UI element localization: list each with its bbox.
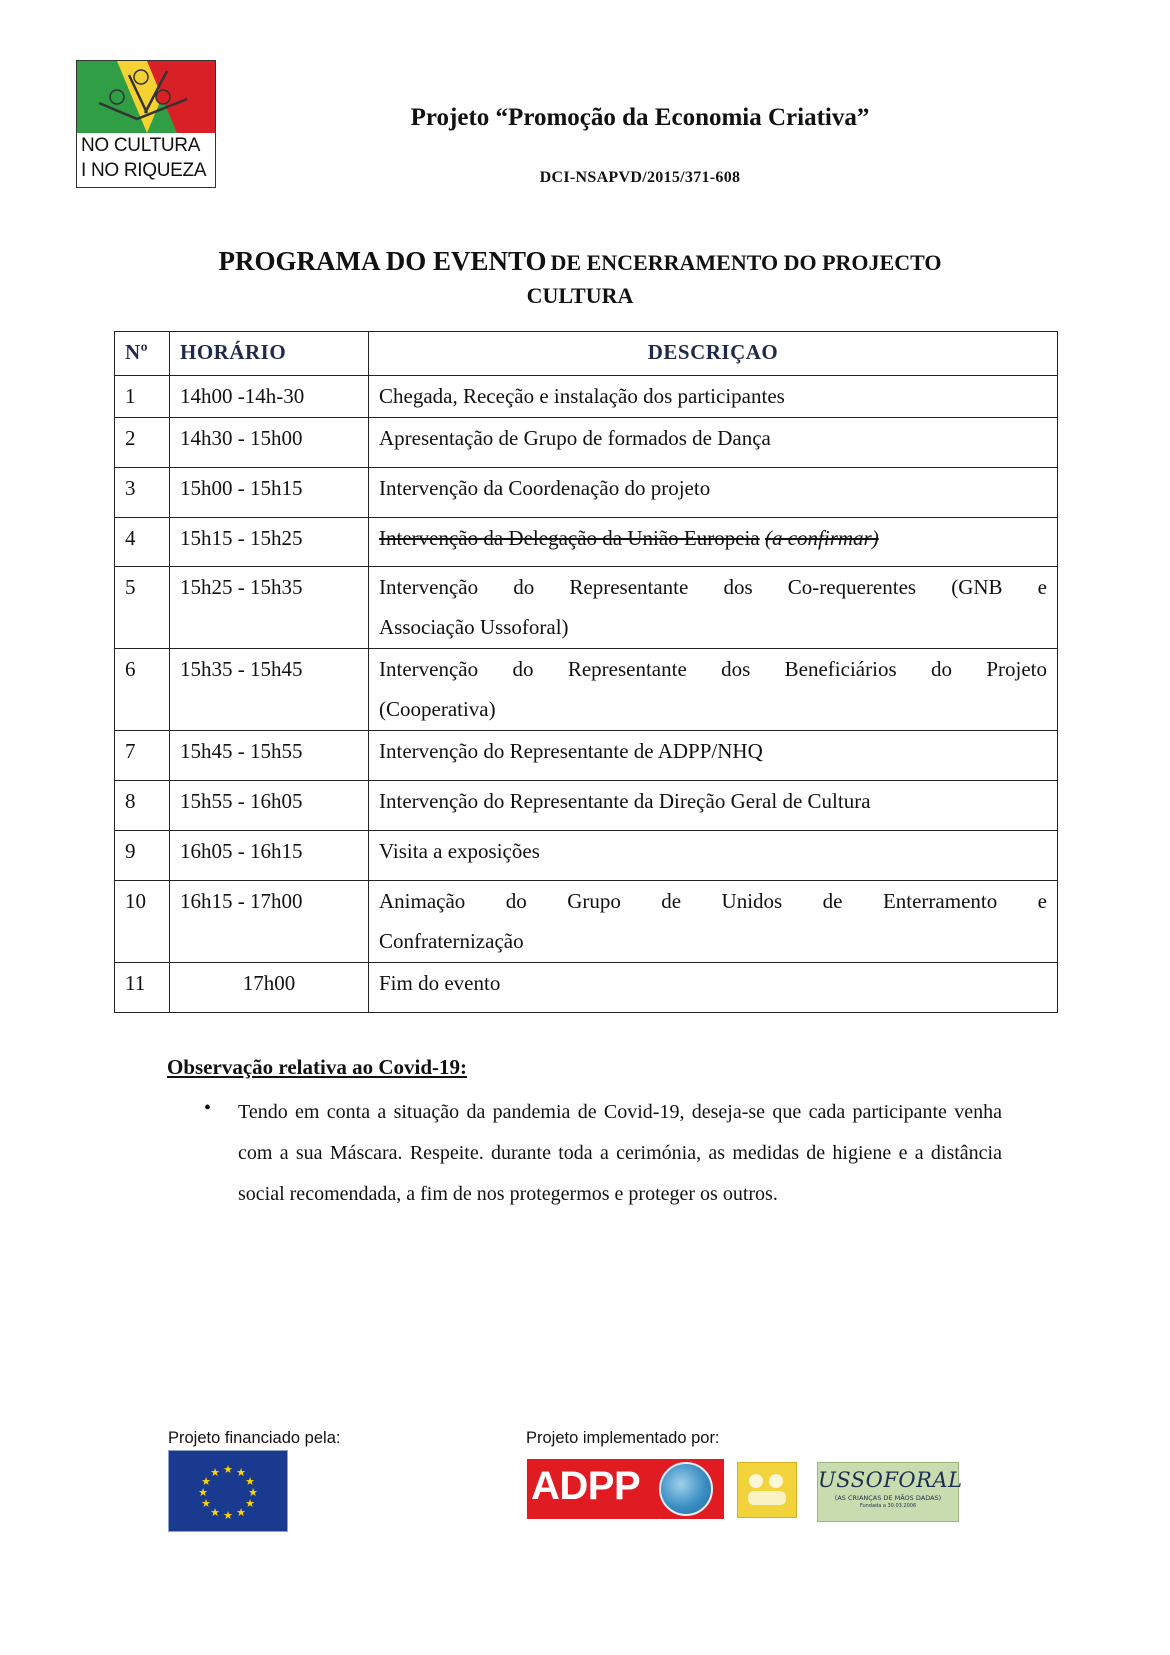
project-reference: DCI-NSAPVD/2015/371-608 bbox=[539, 169, 741, 186]
row-time: 15h55 - 16h05 bbox=[170, 781, 369, 831]
row-number: 1 bbox=[115, 376, 170, 418]
row-description: Intervenção da Coordenação do projeto bbox=[369, 468, 1058, 518]
row-description bbox=[369, 881, 1058, 963]
svg-text:★: ★ bbox=[245, 1497, 255, 1510]
row-time: 14h00 -14h-30 bbox=[170, 376, 369, 418]
row-description-struck: Intervenção da Delegação da União Europeia bbox=[379, 526, 760, 550]
project-title: Projeto “Promoção da Economia Criativa” bbox=[410, 104, 870, 131]
logo-text-line2: I NO RIQUEZA bbox=[81, 160, 207, 181]
row-number: 6 bbox=[115, 649, 170, 731]
table-row bbox=[115, 567, 1058, 649]
header-description: DESCRIÇAO bbox=[369, 332, 1058, 376]
row-description-line2: Associação Ussoforal) bbox=[379, 615, 569, 639]
table-row bbox=[115, 468, 1058, 518]
eu-stars-icon bbox=[169, 1451, 287, 1531]
row-description-line1: Intervenção do Representante dos Co-requerentes (GNB e bbox=[379, 575, 1047, 599]
financed-by-label: Projeto financiado pela: bbox=[168, 1429, 341, 1447]
adpp-logo-text: ADPP bbox=[531, 1464, 641, 1508]
row-time: 15h45 - 15h55 bbox=[170, 731, 369, 781]
eu-flag-icon bbox=[168, 1450, 288, 1532]
header-number: Nº bbox=[115, 332, 170, 376]
implemented-by-label: Projeto implementado por: bbox=[526, 1429, 720, 1447]
row-number: 5 bbox=[115, 567, 170, 649]
people-icon bbox=[738, 1463, 796, 1517]
row-number: 11 bbox=[115, 963, 170, 1013]
program-title-part1: PROGRAMA DO EVENTO bbox=[218, 246, 547, 276]
row-description-line2: Confraternização bbox=[379, 929, 524, 953]
row-description-line2: (Cooperativa) bbox=[379, 697, 496, 721]
row-description bbox=[369, 518, 1058, 567]
program-title bbox=[180, 246, 980, 314]
row-description-note: (a confirmar) bbox=[764, 526, 879, 550]
svg-text:★: ★ bbox=[201, 1497, 211, 1510]
row-description: Apresentação de Grupo de formados de Dança bbox=[369, 418, 1058, 468]
row-time: 15h35 - 15h45 bbox=[170, 649, 369, 731]
row-number: 2 bbox=[115, 418, 170, 468]
table-row bbox=[115, 831, 1058, 881]
row-time: 16h15 - 17h00 bbox=[170, 881, 369, 963]
svg-text:★: ★ bbox=[248, 1486, 258, 1499]
svg-text:★: ★ bbox=[201, 1475, 211, 1488]
ussoforal-founded: Fundada a 30.03.2006 bbox=[859, 1503, 917, 1509]
table-row bbox=[115, 649, 1058, 731]
table-row bbox=[115, 518, 1058, 567]
row-time: 15h15 - 15h25 bbox=[170, 518, 369, 567]
observation-heading: Observação relativa ao Covid-19: bbox=[167, 1055, 467, 1079]
row-description bbox=[369, 567, 1058, 649]
program-title-part3: CULTURA bbox=[526, 283, 634, 308]
table-row bbox=[115, 376, 1058, 418]
svg-text:★: ★ bbox=[198, 1486, 208, 1499]
row-number: 8 bbox=[115, 781, 170, 831]
row-number: 7 bbox=[115, 731, 170, 781]
ussoforal-name: USSOFORAL bbox=[818, 1468, 963, 1492]
table-row bbox=[115, 418, 1058, 468]
svg-text:★: ★ bbox=[223, 1463, 233, 1476]
svg-text:★: ★ bbox=[236, 1466, 246, 1479]
row-number: 9 bbox=[115, 831, 170, 881]
row-description: Fim do evento bbox=[369, 963, 1058, 1013]
row-description: Chegada, Receção e instalação dos participantes bbox=[369, 376, 1058, 418]
table-row bbox=[115, 963, 1058, 1013]
humana-logo-icon bbox=[737, 1462, 797, 1518]
globe-icon bbox=[659, 1462, 713, 1516]
svg-text:★: ★ bbox=[210, 1506, 220, 1519]
schedule-table bbox=[114, 331, 1058, 1013]
table-row bbox=[115, 731, 1058, 781]
bullet-icon: • bbox=[204, 1097, 212, 1119]
row-time: 16h05 - 16h15 bbox=[170, 831, 369, 881]
row-time: 17h00 bbox=[170, 963, 369, 1013]
ussoforal-logo bbox=[817, 1462, 963, 1522]
row-description-line1: Intervenção do Representante dos Beneficiários do Projeto bbox=[379, 657, 1047, 681]
table-row bbox=[115, 881, 1058, 963]
row-description: Visita a exposições bbox=[369, 831, 1058, 881]
row-number: 10 bbox=[115, 881, 170, 963]
row-number: 3 bbox=[115, 468, 170, 518]
ussoforal-subtitle: (AS CRIANÇAS DE MÃOS DADAS) bbox=[834, 1494, 942, 1502]
program-title-part2: DE ENCERRAMENTO DO PROJECTO bbox=[550, 250, 942, 275]
table-row bbox=[115, 781, 1058, 831]
table-header-row bbox=[115, 332, 1058, 376]
row-description: Intervenção do Representante de ADPP/NHQ bbox=[369, 731, 1058, 781]
observation-text: Tendo em conta a situação da pandemia de Covid-19, deseja-se que cada participante venha com a sua Máscara. Respeite. durante toda a cerimónia, as medidas de higiene e a distância social recomendada, a fim de nos protegermos e proteger os outros. bbox=[238, 1101, 1002, 1205]
row-description: Intervenção do Representante da Direção Geral de Cultura bbox=[369, 781, 1058, 831]
row-number: 4 bbox=[115, 518, 170, 567]
row-description bbox=[369, 649, 1058, 731]
svg-text:★: ★ bbox=[236, 1506, 246, 1519]
row-time: 15h25 - 15h35 bbox=[170, 567, 369, 649]
logo-text-line1: NO CULTURA bbox=[81, 135, 201, 156]
header-time: HORÁRIO bbox=[170, 332, 369, 376]
svg-text:★: ★ bbox=[245, 1475, 255, 1488]
svg-text:★: ★ bbox=[223, 1509, 233, 1522]
row-time: 14h30 - 15h00 bbox=[170, 418, 369, 468]
svg-text:★: ★ bbox=[210, 1466, 220, 1479]
row-description-line1: Animação do Grupo de Unidos de Enterramento e bbox=[379, 889, 1047, 913]
row-time: 15h00 - 15h15 bbox=[170, 468, 369, 518]
